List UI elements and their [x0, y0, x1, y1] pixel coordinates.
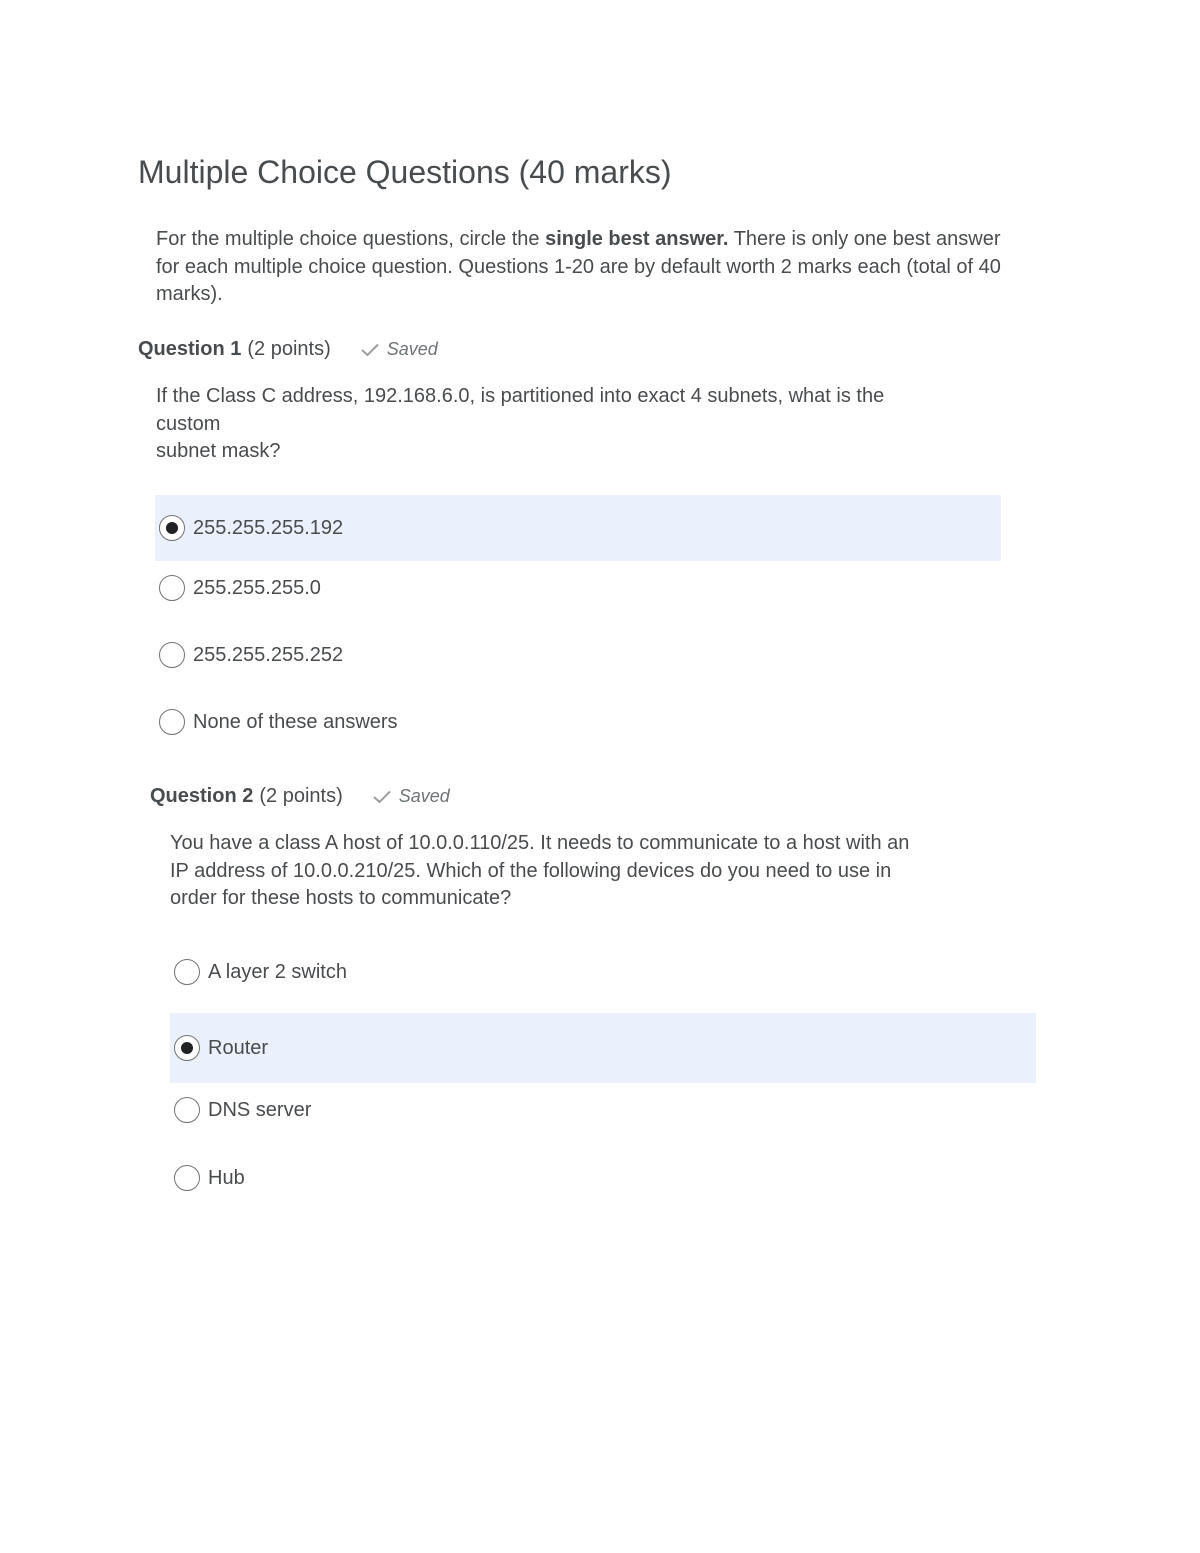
question-1-text-line: If the Class C address, 192.168.6.0, is partitioned into exact 4 subnets, what is the: [156, 385, 885, 407]
question-1-header: [138, 338, 438, 361]
question-2-option-3[interactable]: [170, 1077, 1036, 1143]
radio-button[interactable]: [174, 1097, 200, 1123]
option-label: Router: [208, 1036, 269, 1059]
question-2-text-line: IP address of 10.0.0.210/25. Which of the following devices do you need to use in: [170, 859, 892, 882]
option-label: A layer 2 switch: [208, 960, 347, 983]
saved-label: Saved: [398, 786, 450, 806]
question-1-option-4[interactable]: [155, 689, 1001, 755]
radio-button[interactable]: [174, 1165, 200, 1191]
question-1-saved-status: [361, 339, 438, 360]
question-1-text-line: subnet mask?: [156, 440, 281, 462]
option-label: 255.255.255.192: [193, 516, 344, 539]
option-label: 255.255.255.252: [193, 643, 344, 666]
radio-button[interactable]: [159, 575, 185, 601]
instructions-text-2: There is only one best answer for each multiple choice question. Questions 1-20 are by default worth 2 marks each (total of 40 marks).: [156, 228, 1001, 305]
question-2-saved-status: [373, 786, 450, 807]
question-2-points: (2 points): [259, 785, 343, 807]
radio-button[interactable]: [159, 709, 185, 735]
question-2-option-2[interactable]: [170, 1013, 1036, 1083]
question-1-option-3[interactable]: [155, 622, 1001, 688]
radio-button[interactable]: [159, 642, 185, 668]
question-1-title: Question 1: [138, 338, 242, 360]
radio-button[interactable]: [174, 1035, 200, 1061]
checkmark-icon: [373, 790, 391, 804]
question-2-option-1[interactable]: [170, 939, 1036, 1005]
question-2-title: Question 2: [150, 785, 254, 807]
option-label: DNS server: [208, 1098, 312, 1121]
question-2-text-line: You have a class A host of 10.0.0.110/25. It needs to communicate to a host with an: [170, 832, 910, 854]
question-1-option-2[interactable]: [155, 555, 1001, 621]
radio-button[interactable]: [174, 959, 200, 985]
question-2-option-4[interactable]: [170, 1145, 1036, 1211]
question-1-text-line: custom: [156, 412, 221, 435]
question-2-header: [150, 785, 450, 808]
option-label: Hub: [208, 1166, 245, 1189]
instructions-emphasis: single best answer.: [545, 228, 729, 250]
instructions-text-1: For the multiple choice questions, circle the: [156, 228, 546, 250]
option-label: None of these answers: [193, 710, 398, 733]
checkmark-icon: [361, 343, 379, 357]
option-label: 255.255.255.0: [193, 576, 321, 599]
radio-button[interactable]: [159, 515, 185, 541]
question-1-option-1[interactable]: [155, 495, 1001, 561]
radio-selected-dot: [166, 522, 178, 534]
question-1-text: [156, 383, 1016, 466]
question-2-text: [170, 830, 1050, 913]
question-1-points: (2 points): [247, 338, 331, 360]
radio-selected-dot: [181, 1042, 193, 1054]
page-title: Multiple Choice Questions (40 marks): [138, 154, 672, 190]
saved-label: Saved: [386, 339, 438, 359]
question-2-text-line: order for these hosts to communicate?: [170, 887, 512, 909]
instructions: [156, 226, 1006, 309]
